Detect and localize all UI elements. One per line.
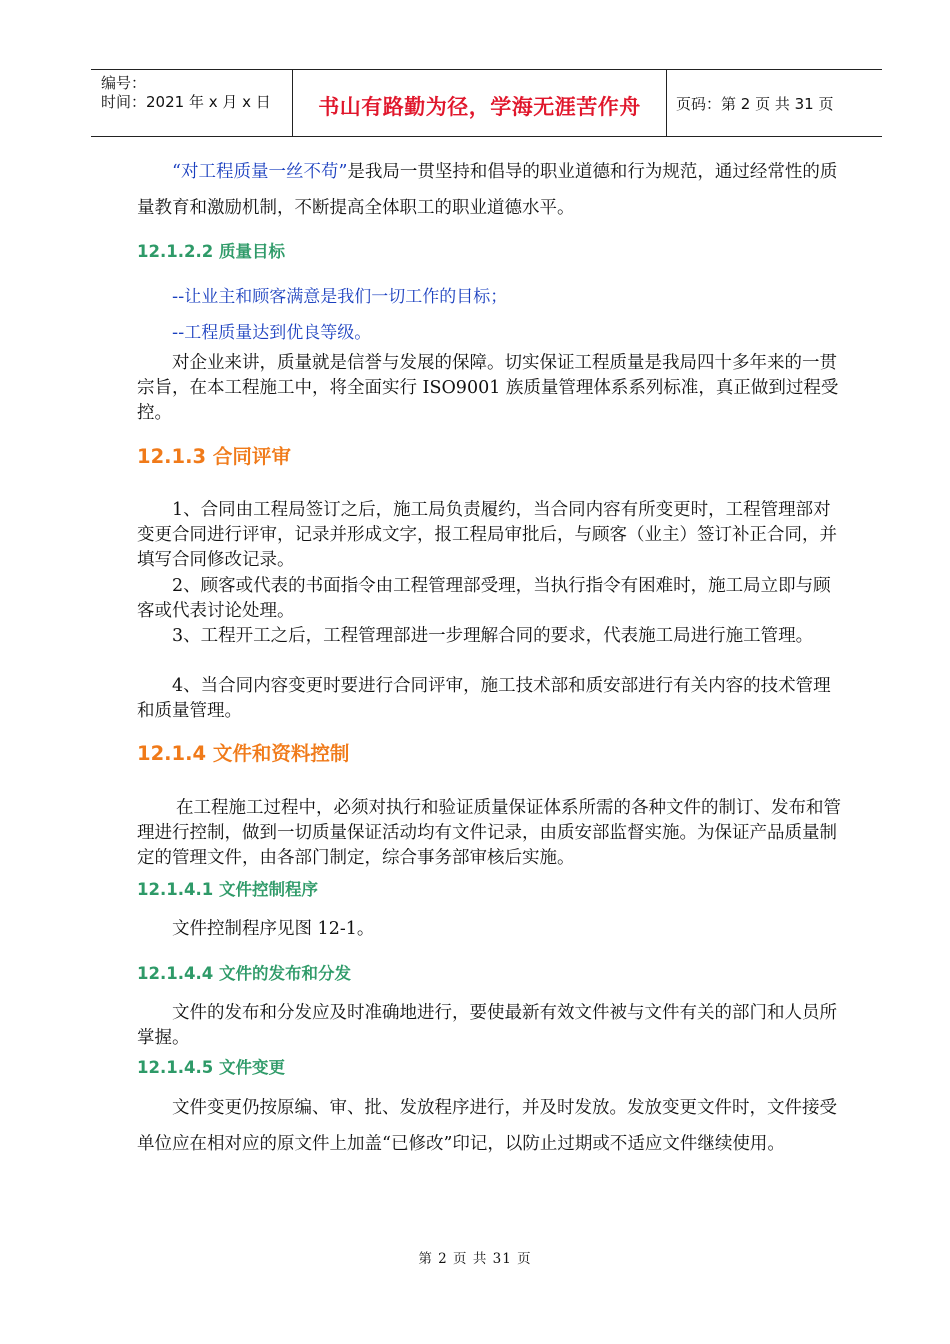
paragraph-quality-ethic — [137, 154, 843, 226]
document-time-label: 时间：2021 年 x 月 x 日 — [101, 93, 271, 111]
contract-item-3: 3、工程开工之后，工程管理部进一步理解合同的要求，代表施工局进行施工管理。 — [172, 626, 814, 646]
header-motto-cell — [292, 70, 667, 136]
header-page-cell — [666, 70, 882, 136]
page-footer: 第 2 页 共 31 页 — [418, 1251, 532, 1267]
heading-12-1-4-5: 12.1.4.5 文件变更 — [137, 1058, 285, 1077]
document-number-label: 编号： — [101, 74, 147, 92]
header-meta-cell — [91, 70, 292, 136]
paragraph-document-control: 在工程施工过程中，必须对执行和验证质量保证体系所需的各种文件的制订、发布和管理进行控制，做到一切质量保证活动均有文件记录，由质安部监督实施。为保证产品质量制定的管理文件，由各部门制定，综合事务部审核后实施。 — [137, 798, 841, 868]
heading-12-1-2-2: 12.1.2.2 质量目标 — [137, 242, 285, 261]
goal-item-2: --工程质量达到优良等级。 — [172, 323, 372, 343]
contract-item-4: 4、当合同内容变更时要进行合同评审，施工技术部和质安部进行有关内容的技术管理和质量管理。 — [137, 676, 831, 721]
paragraph-quality-ethic-text: 是我局一贯坚持和倡导的职业道德和行为规范，通过经常性的质量教育和激励机制，不断提高全体职工的职业道德水平。 — [137, 162, 838, 218]
header-motto: 书山有路勤为径，学海无涯苦作舟 — [318, 94, 641, 119]
contract-item-2: 2、顾客或代表的书面指令由工程管理部受理，当执行指令有困难时，施工局立即与顾客或代表讨论处理。 — [137, 576, 831, 621]
page-header — [91, 69, 882, 137]
paragraph-control-procedure: 文件控制程序见图 12-1。 — [172, 919, 375, 939]
paragraph-distribution: 文件的发布和分发应及时准确地进行，要使最新有效文件被与文件有关的部门和人员所掌握。 — [137, 1003, 837, 1048]
contract-item-1: 1、合同由工程局签订之后，施工局负责履约，当合同内容有所变更时，工程管理部对变更合同进行评审，记录并形成文字，报工程局审批后，与顾客（业主）签订补正合同，并填写合同修改记录。 — [137, 500, 837, 570]
header-page-label: 页码：第 2 页 共 31 页 — [676, 95, 834, 113]
heading-12-1-4: 12.1.4 文件和资料控制 — [137, 742, 350, 765]
heading-12-1-4-1: 12.1.4.1 文件控制程序 — [137, 880, 318, 899]
heading-12-1-4-4: 12.1.4.4 文件的发布和分发 — [137, 964, 351, 983]
quality-quote: “对工程质量一丝不苟” — [172, 162, 348, 182]
heading-12-1-3: 12.1.3 合同评审 — [137, 445, 291, 468]
paragraph-quality-guarantee: 对企业来讲，质量就是信誉与发展的保障。切实保证工程质量是我局四十多年来的一贯宗旨，在本工程施工中，将全面实行 ISO9001 族质量管理体系系列标准，真正做到过程受控。 — [137, 353, 839, 423]
goal-item-1: --让业主和顾客满意是我们一切工作的目标； — [172, 287, 508, 307]
paragraph-document-change: 文件变更仍按原编、审、批、发放程序进行，并及时发放。发放变更文件时，文件接受单位应在相对应的原文件上加盖“已修改”印记，以防止过期或不适应文件继续使用。 — [137, 1098, 837, 1154]
